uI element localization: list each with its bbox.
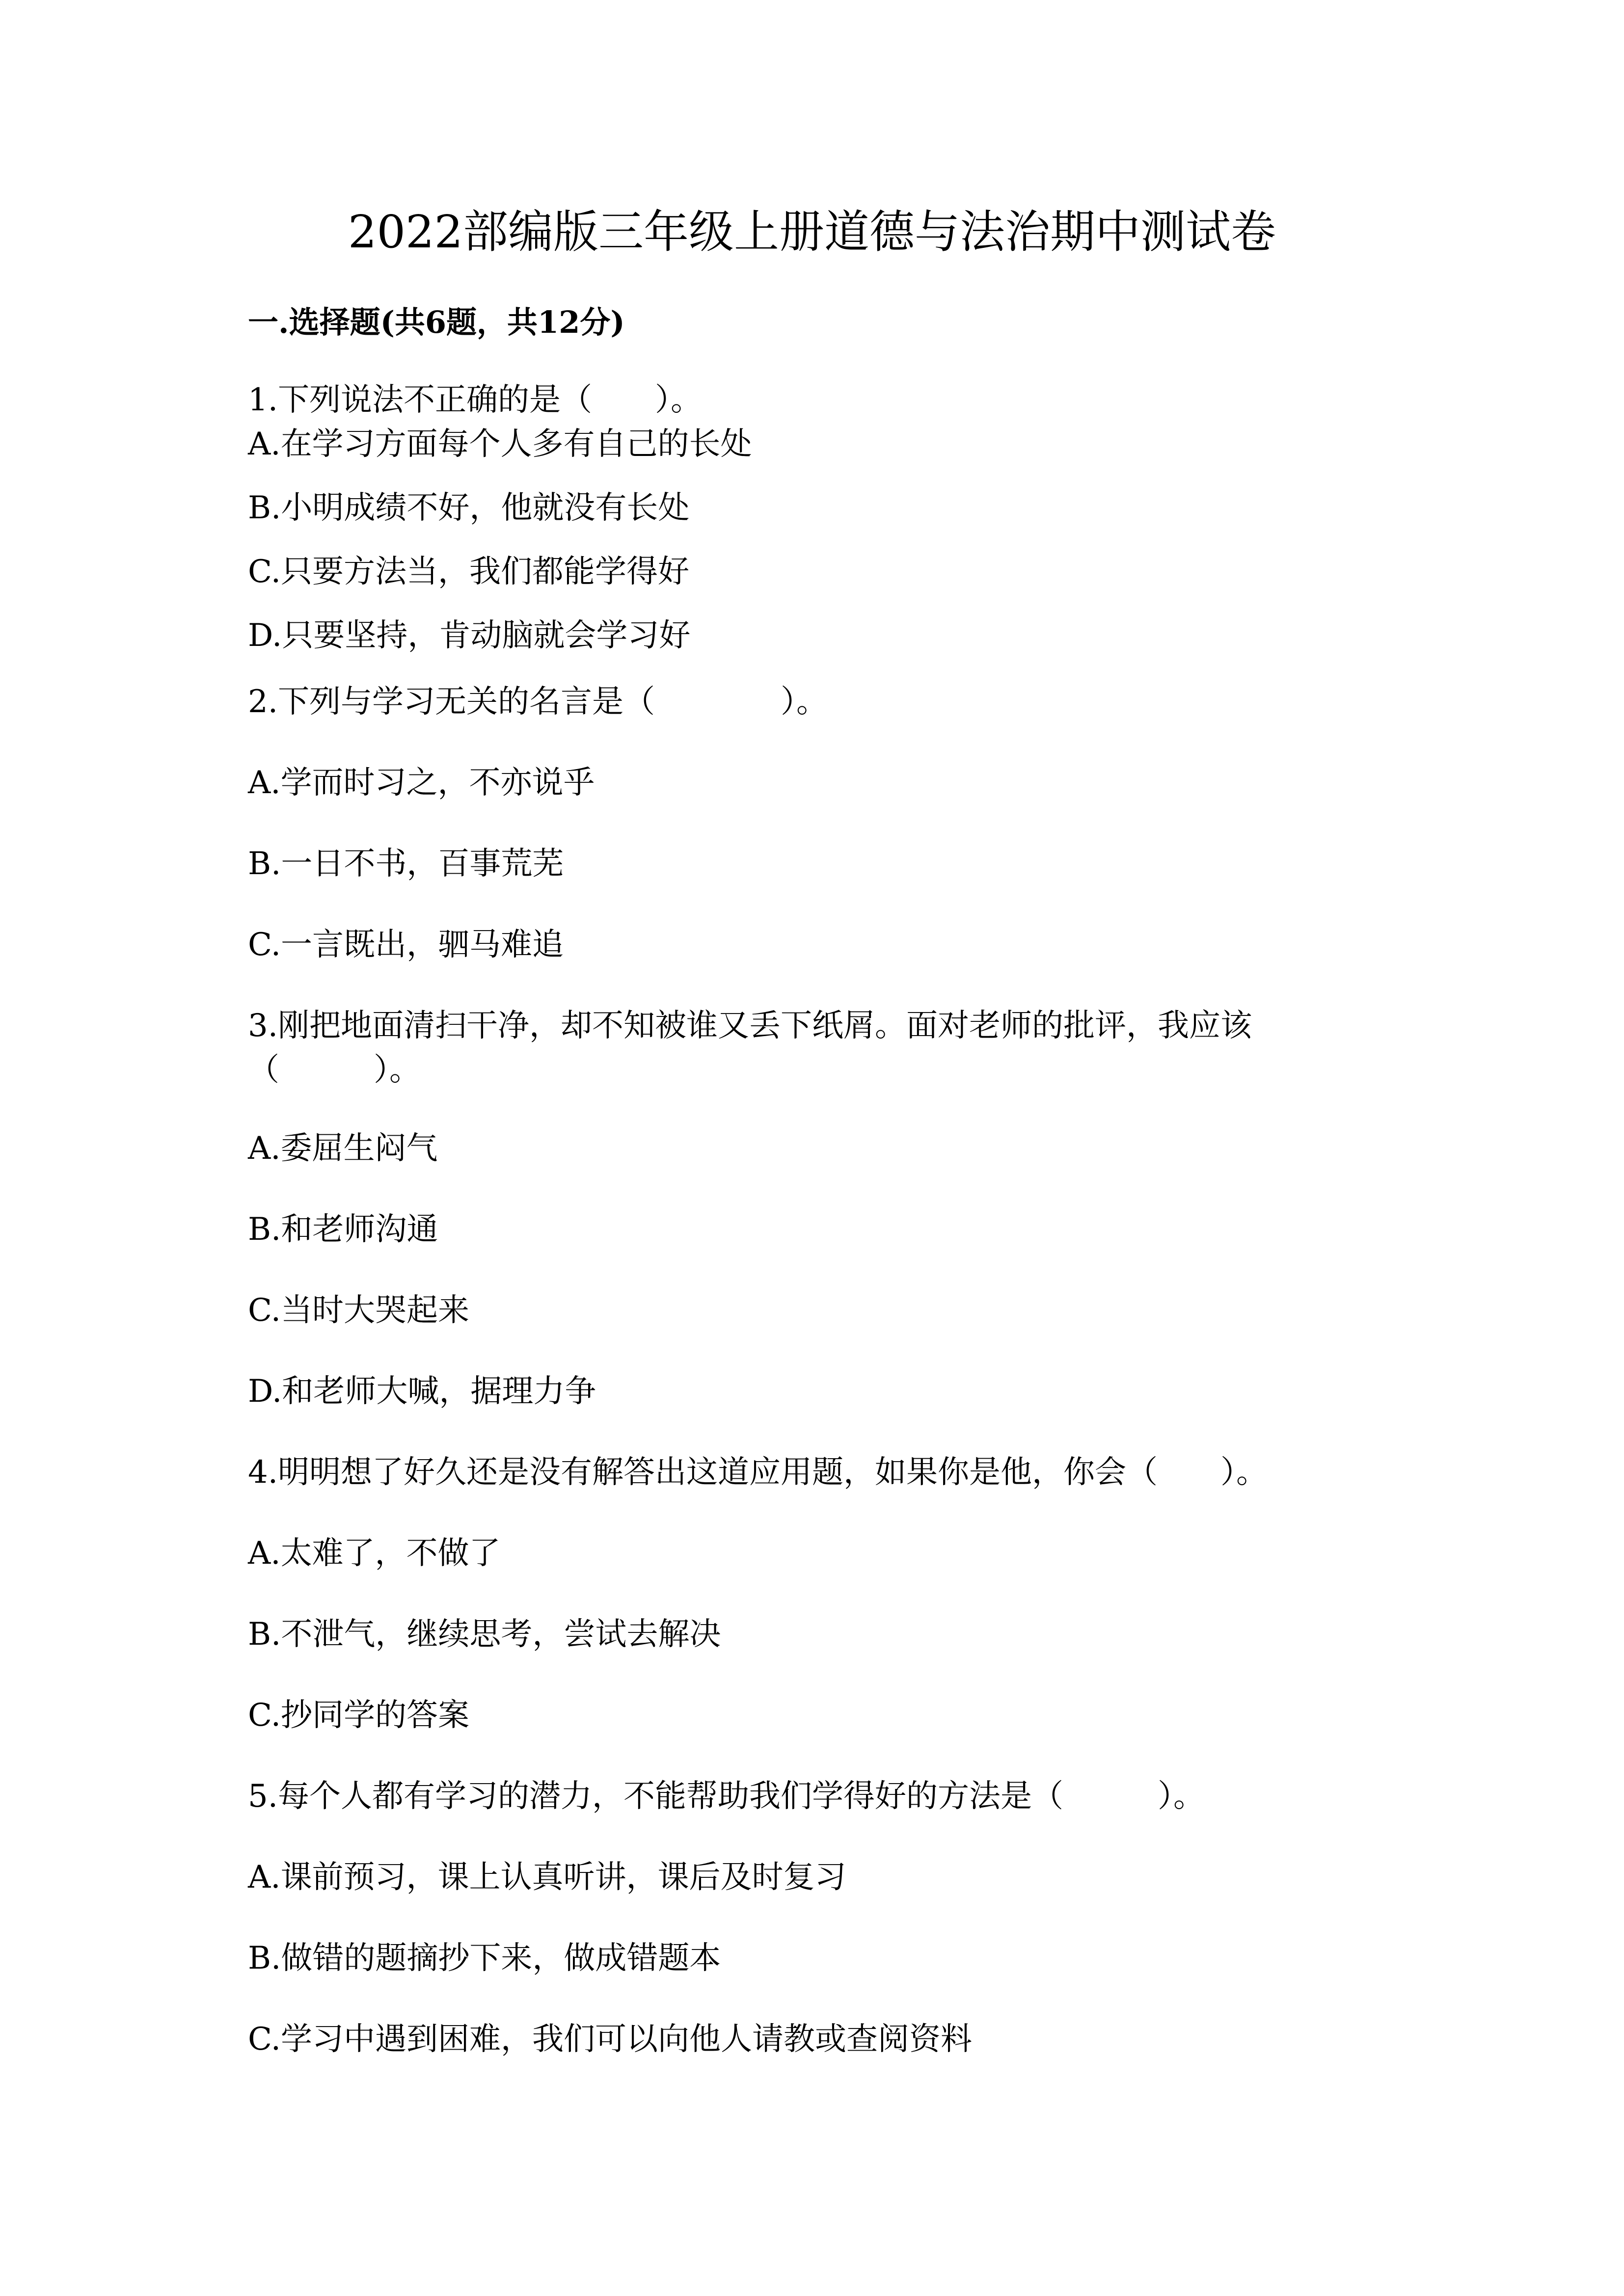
question-4-option-c: C.抄同学的答案: [248, 1697, 470, 1734]
question-2-stem: 2.下列与学习无关的名言是（ ）。: [248, 684, 828, 720]
question-4-stem: 4.明明想了好久还是没有解答出这道应用题，如果你是他，你会（ ）。: [248, 1454, 1268, 1491]
question-3-stem-line-1: 3.刚把地面清扫干净，却不知被谁又丢下纸屑。面对老师的批评，我应该: [248, 1008, 1252, 1044]
question-4-option-b: B.不泄气，继续思考，尝试去解决: [248, 1616, 721, 1653]
question-5-option-c: C.学习中遇到困难，我们可以向他人请教或查阅资料: [248, 2021, 973, 2057]
question-3-option-c: C.当时大哭起来: [248, 1292, 470, 1329]
question-3-option-d: D.和老师大喊，据理力争: [248, 1373, 596, 1410]
question-5-option-b: B.做错的题摘抄下来，做成错题本: [248, 1940, 721, 1976]
question-3-stem-line-2: （ ）。: [248, 1052, 421, 1088]
question-5-option-a: A.课前预习，课上认真听讲，课后及时复习: [248, 1859, 846, 1896]
question-3-option-a: A.委屈生闷气: [248, 1130, 438, 1167]
question-1-option-a: A.在学习方面每个人多有自己的长处: [248, 426, 752, 462]
question-1-stem: 1.下列说法不正确的是（ ）。: [248, 382, 703, 418]
question-1-option-c: C.只要方法当，我们都能学得好: [248, 554, 690, 590]
question-1-option-b: B.小明成绩不好，他就没有长处: [248, 490, 690, 526]
question-4-option-a: A.太难了，不做了: [248, 1535, 501, 1572]
question-2-option-c: C.一言既出，驷马难追: [248, 927, 564, 963]
page-title: 2022部编版三年级上册道德与法治期中测试卷: [348, 206, 1276, 258]
question-2-option-b: B.一日不书，百事荒芜: [248, 846, 564, 882]
question-5-stem: 5.每个人都有学习的潜力，不能帮助我们学得好的方法是（ ）。: [248, 1778, 1205, 1815]
section-heading: 一.选择题(共6题，共12分): [248, 304, 625, 340]
question-3-option-b: B.和老师沟通: [248, 1211, 438, 1248]
question-2-option-a: A.学而时习之，不亦说乎: [248, 765, 595, 801]
question-1-option-d: D.只要坚持，肯动脑就会学习好: [248, 617, 691, 654]
